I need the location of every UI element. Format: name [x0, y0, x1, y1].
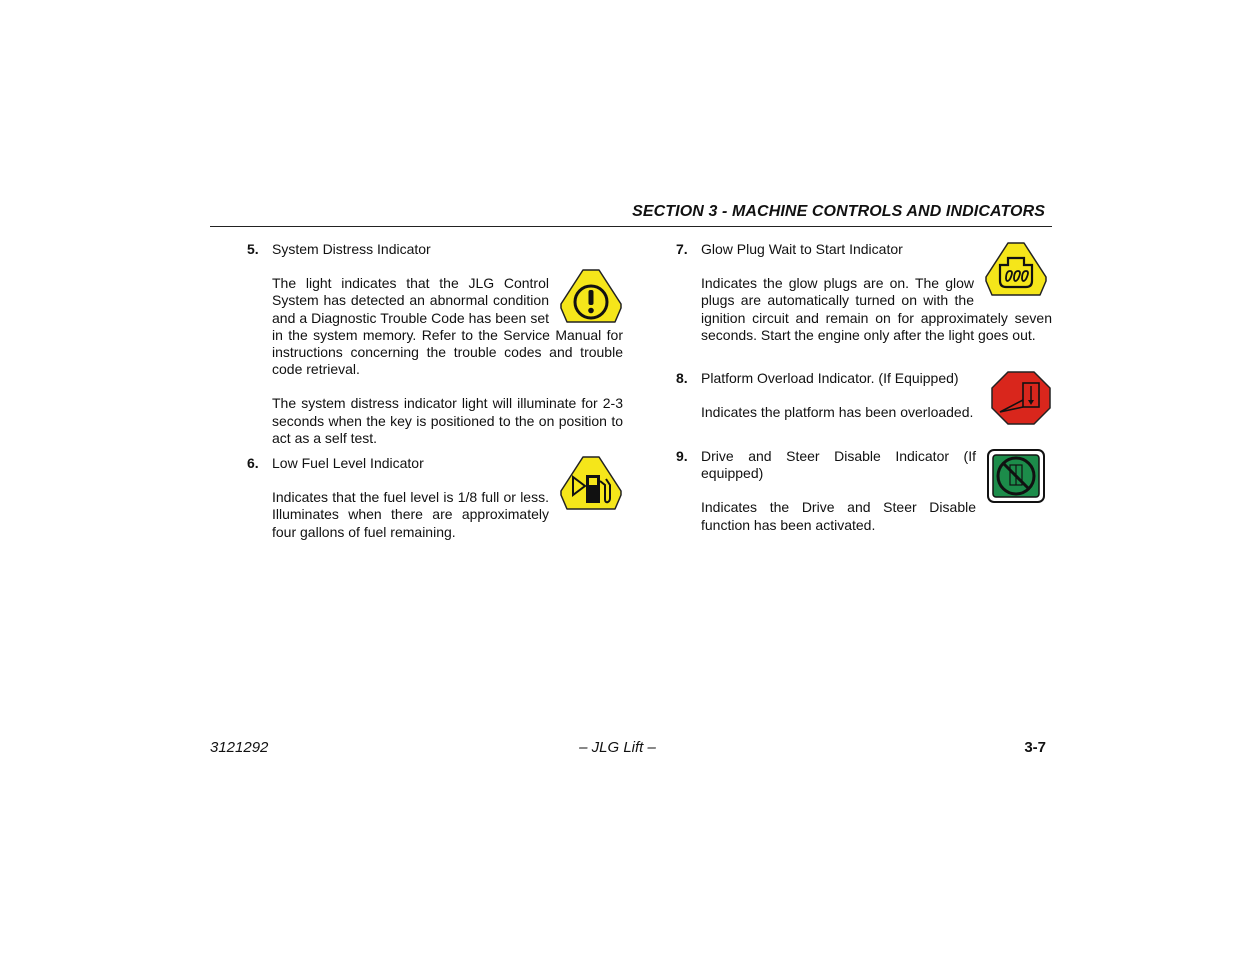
footer-title: – JLG Lift – [579, 739, 656, 756]
item-number: 5. [247, 241, 259, 257]
page-header [210, 203, 1052, 227]
item-description: Indicates the Drive and Steer Disable function has been activated. [701, 499, 976, 533]
item-number: 6. [247, 455, 259, 471]
item-title: Drive and Steer Disable Indicator (If equipped) [701, 448, 976, 482]
item-title: Platform Overload Indicator. (If Equipped) [701, 370, 959, 386]
drive-steer-disable-icon [986, 448, 1048, 504]
item-description: Indicates the glow plugs are on. The glow plugs are automatically turned on with the ignition circuit and remain on for approximately seven seconds. Start the engine only after the light goes out. [701, 275, 1052, 343]
section-title: SECTION 3 - MACHINE CONTROLS AND INDICATORS [632, 203, 1045, 220]
item-number: 7. [676, 241, 688, 257]
item-title: Low Fuel Level Indicator [272, 455, 424, 471]
warning-exclamation-icon [559, 268, 623, 324]
item-system-distress [247, 241, 623, 455]
item-platform-overload [676, 370, 1052, 448]
item-description: Indicates the platform has been overloaded. [701, 404, 974, 421]
left-column [247, 241, 623, 541]
item-number: 9. [676, 448, 688, 464]
item-glow-plug [676, 241, 1052, 370]
item-low-fuel [247, 455, 623, 541]
glow-plug-icon [984, 241, 1048, 297]
item-drive-steer-disable [676, 448, 1052, 534]
item-number: 8. [676, 370, 688, 386]
item-description: The light indicates that the JLG Control System has detected an abnormal condition and a Diagnostic Trouble Code has been set in the system memory. Refer to the Service Manual for instructions concerning the trouble codes and trouble code retrieval. [272, 275, 623, 378]
page-number: 3-7 [1024, 739, 1046, 756]
item-title: Glow Plug Wait to Start Indicator [701, 241, 903, 257]
platform-overload-icon [990, 370, 1052, 426]
right-column [676, 241, 1052, 534]
item-title: System Distress Indicator [272, 241, 431, 257]
item-description-2: The system distress indicator light will illuminate for 2-3 seconds when the key is positioned to the on position to act as a self test. [272, 395, 623, 446]
low-fuel-pump-icon [559, 455, 623, 511]
item-description: Indicates that the fuel level is 1/8 full or less. Illuminates when there are approximately four gallons of fuel remaining. [272, 489, 549, 540]
document-number: 3121292 [210, 739, 269, 756]
